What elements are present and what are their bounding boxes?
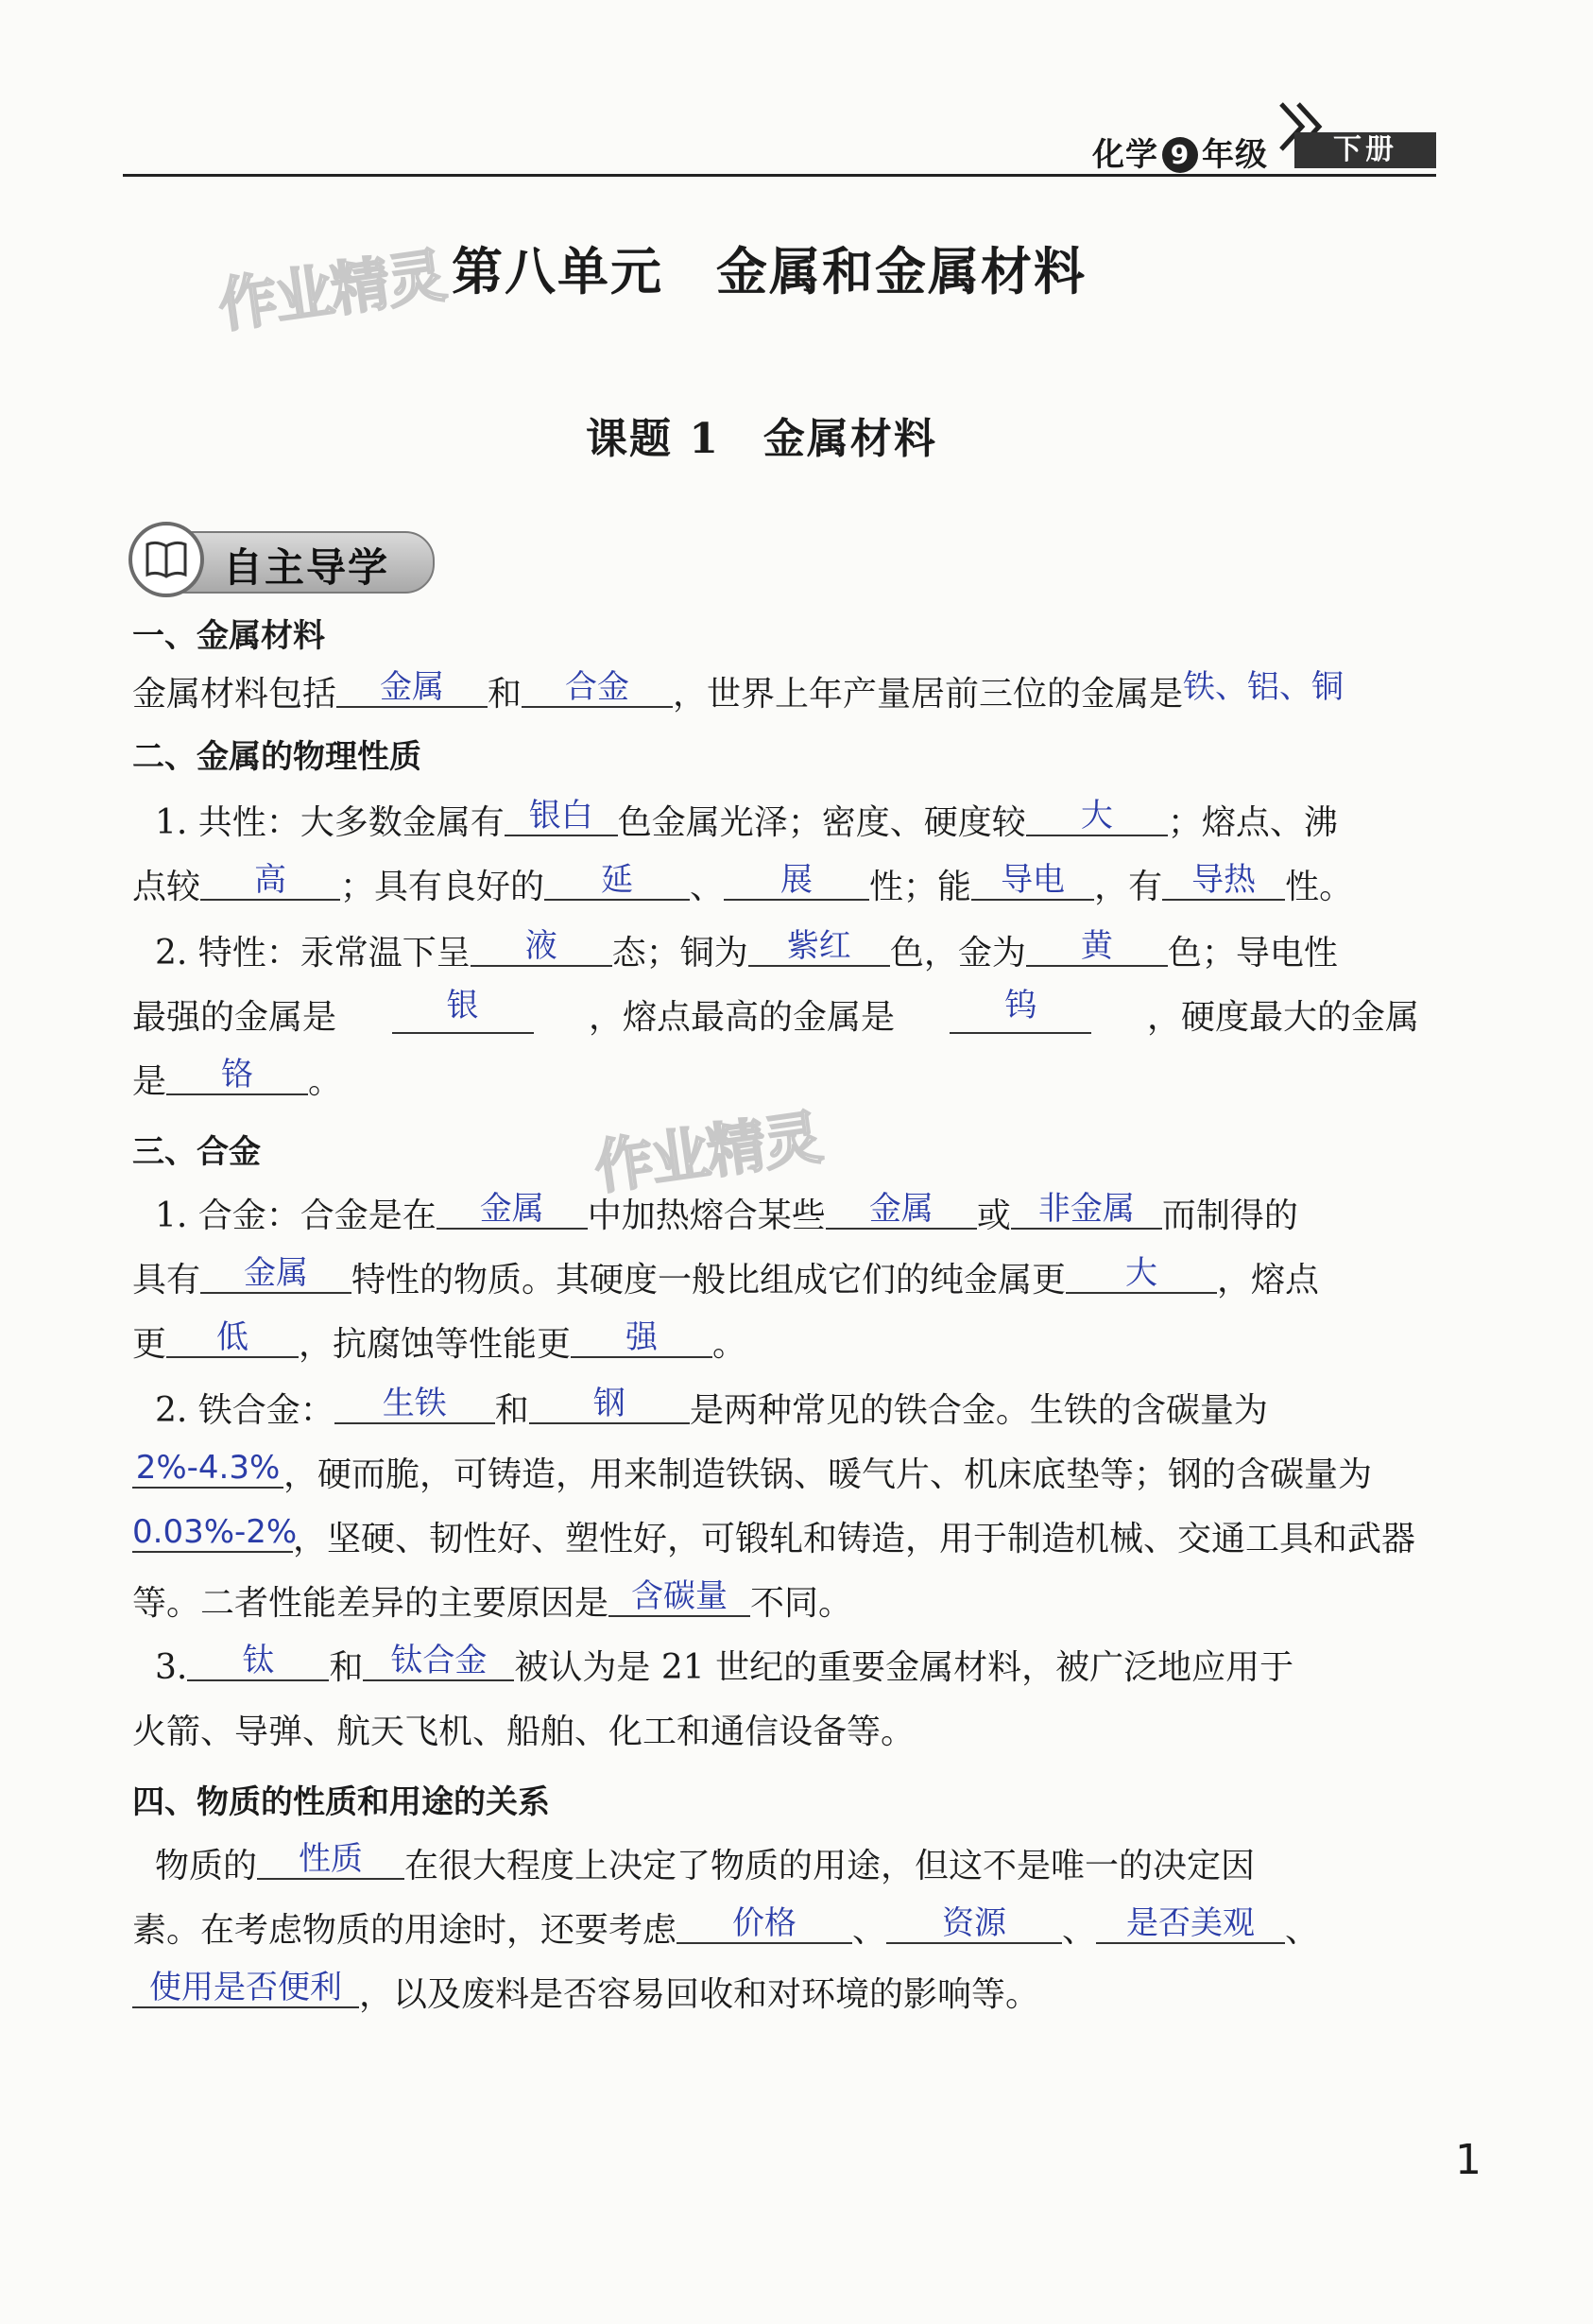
text-line — [132, 1971, 1039, 2019]
section-heading: 一、金属材料 — [132, 617, 325, 655]
text-line — [155, 1840, 1256, 1890]
text: 色金属光泽；密度、硬度较 — [617, 803, 1026, 842]
text-line — [155, 1644, 1293, 1692]
text: 性。 — [1285, 868, 1354, 906]
watermark: 作业精灵 — [214, 240, 449, 341]
text: 和 — [488, 675, 522, 714]
answer-blank: 是否美观 — [1096, 1904, 1285, 1944]
text-line — [132, 1254, 1320, 1304]
text-line — [132, 1513, 1416, 1563]
answer-blank: 导电 — [971, 861, 1094, 901]
answer-blank: 铬 — [166, 1056, 308, 1095]
book-icon — [144, 539, 189, 580]
text: 色，金为 — [889, 934, 1026, 973]
text: 、 — [1285, 1911, 1320, 1950]
text: 而制得的 — [1161, 1196, 1298, 1235]
text: 具有 — [132, 1261, 201, 1300]
section-heading: 二、金属的物理性质 — [132, 738, 421, 776]
text: 中加热熔合某些 — [587, 1196, 826, 1235]
text: 2. 特性：汞常温下呈 — [155, 934, 471, 973]
text-line — [132, 668, 1345, 718]
text: 和 — [329, 1648, 364, 1687]
text: 色；导电性 — [1167, 934, 1338, 973]
text-line — [132, 861, 1354, 911]
text-line — [132, 1056, 343, 1106]
answer-blank: 大 — [1026, 797, 1168, 836]
text: 是两种常见的铁合金。生铁的含碳量为 — [689, 1391, 1268, 1430]
answer-blank: 2%-4.3% — [132, 1449, 283, 1489]
text-line — [132, 1318, 747, 1369]
text: 点较 — [132, 868, 201, 906]
answer-blank: 金属 — [437, 1190, 588, 1230]
section-heading: 三、合金 — [132, 1133, 261, 1171]
answer-blank: 0.03%-2% — [132, 1513, 298, 1551]
text: 等。二者性能差异的主要原因是 — [132, 1584, 609, 1623]
answer-blank: 生铁 — [334, 1385, 495, 1424]
answer-blank: 大 — [1066, 1254, 1217, 1294]
text: 。 — [712, 1325, 747, 1364]
page-number: 1 — [1455, 2136, 1482, 2184]
text-line — [132, 987, 1419, 1041]
section-heading: 四、物质的性质和用途的关系 — [132, 1783, 550, 1821]
text: ，熔点 — [1217, 1261, 1320, 1300]
answer-blank: 铁、铝、铜 — [1183, 668, 1345, 706]
answer-blank: 金属 — [336, 668, 488, 708]
text: ，硬度最大的金属 — [1146, 998, 1419, 1037]
text: 3. — [155, 1648, 188, 1687]
header-rule — [123, 174, 1436, 177]
answer-blank: 强 — [571, 1318, 712, 1358]
answer-blank: 钢 — [529, 1385, 690, 1424]
answer-blank: 价格 — [677, 1904, 852, 1944]
text: 2. 铁合金： — [155, 1391, 334, 1430]
badge-circle — [128, 522, 204, 597]
text-line — [155, 1190, 1298, 1240]
badge-text: 自主导学 — [223, 544, 390, 591]
text: 态；铜为 — [611, 934, 748, 973]
text: 或 — [976, 1196, 1011, 1235]
subject-label: 化学 — [1092, 136, 1158, 174]
answer-blank: 资源 — [886, 1904, 1062, 1944]
text: ，有 — [1094, 868, 1163, 906]
text-line — [132, 1904, 1320, 1954]
text-line — [155, 927, 1338, 977]
answer-blank: 金属 — [200, 1254, 351, 1294]
answer-blank: 展 — [724, 861, 869, 901]
unit-title: 第八单元 金属和金属材料 — [452, 242, 1087, 301]
text: 物质的 — [155, 1847, 258, 1885]
text: 性；能 — [869, 868, 972, 906]
answer-blank: 非金属 — [1011, 1190, 1162, 1230]
answer-blank: 延 — [544, 861, 690, 901]
text: 在很大程度上决定了物质的用途，但这不是唯一的决定因 — [404, 1847, 1256, 1885]
answer-blank: 钛 — [187, 1642, 329, 1681]
text-line — [132, 1577, 853, 1627]
text: 被认为是 21 世纪的重要金属材料，被广泛地应用于 — [514, 1648, 1294, 1687]
text: 1. 共性：大多数金属有 — [155, 803, 505, 842]
answer-blank: 合金 — [522, 668, 673, 708]
text: 更 — [132, 1325, 167, 1364]
text: ，世界上年产量居前三位的金属是 — [673, 675, 1184, 714]
answer-blank: 银 — [392, 987, 534, 1034]
text: 素。在考虑物质的用途时，还要考虑 — [132, 1911, 677, 1950]
answer-blank: 使用是否便利 — [132, 1969, 359, 2008]
answer-blank: 钨 — [950, 987, 1091, 1034]
answer-blank: 导热 — [1162, 861, 1285, 901]
text: 、 — [690, 868, 725, 906]
text: ，坚硬、韧性好、塑性好，可锻轧和铸造，用于制造机械、交通工具和武器 — [293, 1520, 1416, 1558]
answer-blank: 高 — [200, 861, 340, 901]
text: ；熔点、沸 — [1167, 803, 1338, 842]
text: ，硬而脆，可铸造，用来制造铁锅、暖气片、机床底垫等；钢的含碳量为 — [283, 1455, 1373, 1494]
section-badge — [128, 522, 431, 597]
text-line: 火箭、导弹、航天飞机、船舶、化工和通信设备等。 — [132, 1713, 916, 1751]
page-header — [123, 95, 1436, 180]
text: 、 — [1062, 1911, 1097, 1950]
text: 1. 合金：合金是在 — [155, 1196, 437, 1235]
text: 特性的物质。其硬度一般比组成它们的纯金属更 — [351, 1261, 1067, 1300]
answer-blank: 黄 — [1026, 927, 1168, 967]
text: 最强的金属是 — [132, 998, 337, 1037]
answer-blank: 金属 — [826, 1190, 977, 1230]
text: ；具有良好的 — [340, 868, 545, 906]
answer-blank: 紫红 — [748, 927, 890, 967]
text-line — [132, 1449, 1373, 1499]
text: ，以及废料是否容易回收和对环境的影响等。 — [359, 1975, 1040, 2014]
subject-grade — [1092, 129, 1268, 175]
answer-blank: 液 — [471, 927, 612, 967]
answer-blank: 钛合金 — [363, 1642, 514, 1681]
text-line — [155, 1387, 1268, 1435]
text: 。 — [308, 1062, 343, 1101]
text: 金属材料包括 — [132, 675, 337, 714]
answer-blank: 银白 — [505, 797, 618, 836]
watermark: 作业精灵 — [590, 1102, 825, 1203]
grade-suffix: 年级 — [1202, 136, 1268, 174]
text-line — [155, 797, 1338, 847]
text: 是 — [132, 1062, 167, 1101]
answer-blank: 性质 — [257, 1840, 404, 1880]
text: ，熔点最高的金属是 — [588, 998, 895, 1037]
grade-number-badge: 9 — [1162, 137, 1198, 173]
text: 、 — [852, 1911, 887, 1950]
text: ，抗腐蚀等性能更 — [299, 1325, 572, 1364]
text: 不同。 — [750, 1584, 853, 1623]
lesson-title: 课题 1 金属材料 — [586, 415, 937, 463]
answer-blank: 低 — [166, 1318, 299, 1358]
text: 和 — [494, 1391, 529, 1430]
answer-blank: 含碳量 — [608, 1577, 750, 1617]
volume-label: 下册 — [1294, 132, 1436, 168]
